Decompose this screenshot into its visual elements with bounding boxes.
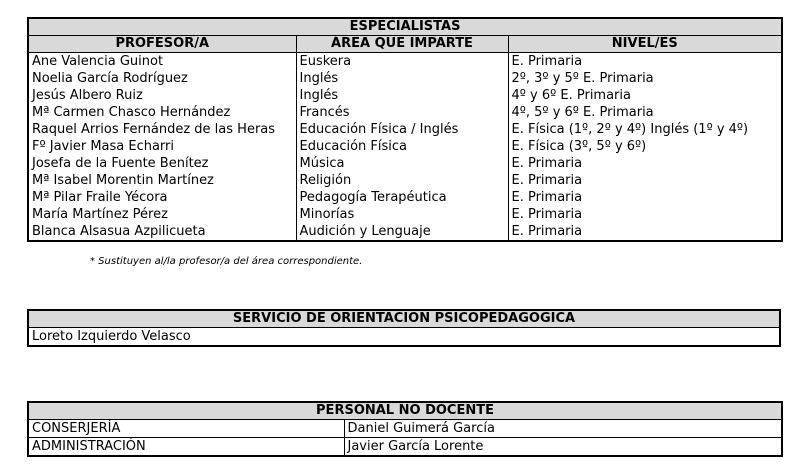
orientacion-name: Loreto Izquierdo Velasco xyxy=(28,328,780,347)
table-row xyxy=(28,206,782,223)
person-cell: Javier García Lorente xyxy=(344,438,782,457)
table-row xyxy=(28,223,782,241)
profesor-cell: Ane Valencia Guinot xyxy=(28,53,296,71)
table-row xyxy=(28,138,782,155)
orientacion-table xyxy=(27,309,781,347)
nivel-cell: E. Primaria xyxy=(508,172,782,189)
no-docente-title: PERSONAL NO DOCENTE xyxy=(28,402,782,420)
nivel-cell: 4º y 6º E. Primaria xyxy=(508,87,782,104)
nivel-cell: E. Primaria xyxy=(508,155,782,172)
profesor-cell: Jesús Albero Ruiz xyxy=(28,87,296,104)
table-row xyxy=(28,104,782,121)
area-cell: Inglés xyxy=(296,70,508,87)
role-cell: CONSERJERÍA xyxy=(28,420,344,438)
header-nivel: NIVEL/ES xyxy=(508,36,782,53)
area-cell: Religión xyxy=(296,172,508,189)
area-cell: Pedagogía Terapéutica xyxy=(296,189,508,206)
nivel-cell: E. Primaria xyxy=(508,206,782,223)
especialistas-title: ESPECIALISTAS xyxy=(28,18,782,36)
profesor-cell: Josefa de la Fuente Benítez xyxy=(28,155,296,172)
profesor-cell: Fº Javier Masa Echarri xyxy=(28,138,296,155)
table-row xyxy=(28,155,782,172)
especialistas-table xyxy=(27,17,783,242)
profesor-cell: Mª Carmen Chasco Hernández xyxy=(28,104,296,121)
table-row xyxy=(28,420,782,438)
area-cell: Música xyxy=(296,155,508,172)
nivel-cell: 4º, 5º y 6º E. Primaria xyxy=(508,104,782,121)
area-cell: Francés xyxy=(296,104,508,121)
role-cell: ADMINISTRACIÓN xyxy=(28,438,344,457)
footnote: * Sustituyen al/la profesor/a del área correspondiente. xyxy=(90,256,363,267)
profesor-cell: Raquel Arrios Fernández de las Heras xyxy=(28,121,296,138)
header-profesor: PROFESOR/A xyxy=(28,36,296,53)
table-row xyxy=(28,328,780,347)
profesor-cell: Noelia García Rodríguez xyxy=(28,70,296,87)
table-row xyxy=(28,189,782,206)
nivel-cell: E. Física (3º, 5º y 6º) xyxy=(508,138,782,155)
nivel-cell: E. Física (1º, 2º y 4º) Inglés (1º y 4º) xyxy=(508,121,782,138)
profesor-cell: María Martínez Pérez xyxy=(28,206,296,223)
nivel-cell: E. Primaria xyxy=(508,223,782,241)
table-row xyxy=(28,438,782,457)
nivel-cell: E. Primaria xyxy=(508,53,782,71)
nivel-cell: E. Primaria xyxy=(508,189,782,206)
area-cell: Euskera xyxy=(296,53,508,71)
profesor-cell: Mª Isabel Morentin Martínez xyxy=(28,172,296,189)
area-cell: Educación Física xyxy=(296,138,508,155)
area-cell: Audición y Lenguaje xyxy=(296,223,508,241)
profesor-cell: Blanca Alsasua Azpilicueta xyxy=(28,223,296,241)
person-cell: Daniel Guimerá García xyxy=(344,420,782,438)
table-row xyxy=(28,121,782,138)
orientacion-title: SERVICIO DE ORIENTACIÓN PSICOPEDAGÓGICA xyxy=(28,310,780,328)
area-cell: Inglés xyxy=(296,87,508,104)
header-area: ÁREA QUE IMPARTE xyxy=(296,36,508,53)
table-row xyxy=(28,70,782,87)
profesor-cell: Mª Pilar Fraile Yécora xyxy=(28,189,296,206)
table-row xyxy=(28,87,782,104)
no-docente-table xyxy=(27,401,783,457)
table-row xyxy=(28,172,782,189)
area-cell: Minorías xyxy=(296,206,508,223)
nivel-cell: 2º, 3º y 5º E. Primaria xyxy=(508,70,782,87)
table-row xyxy=(28,53,782,71)
area-cell: Educación Física / Inglés xyxy=(296,121,508,138)
